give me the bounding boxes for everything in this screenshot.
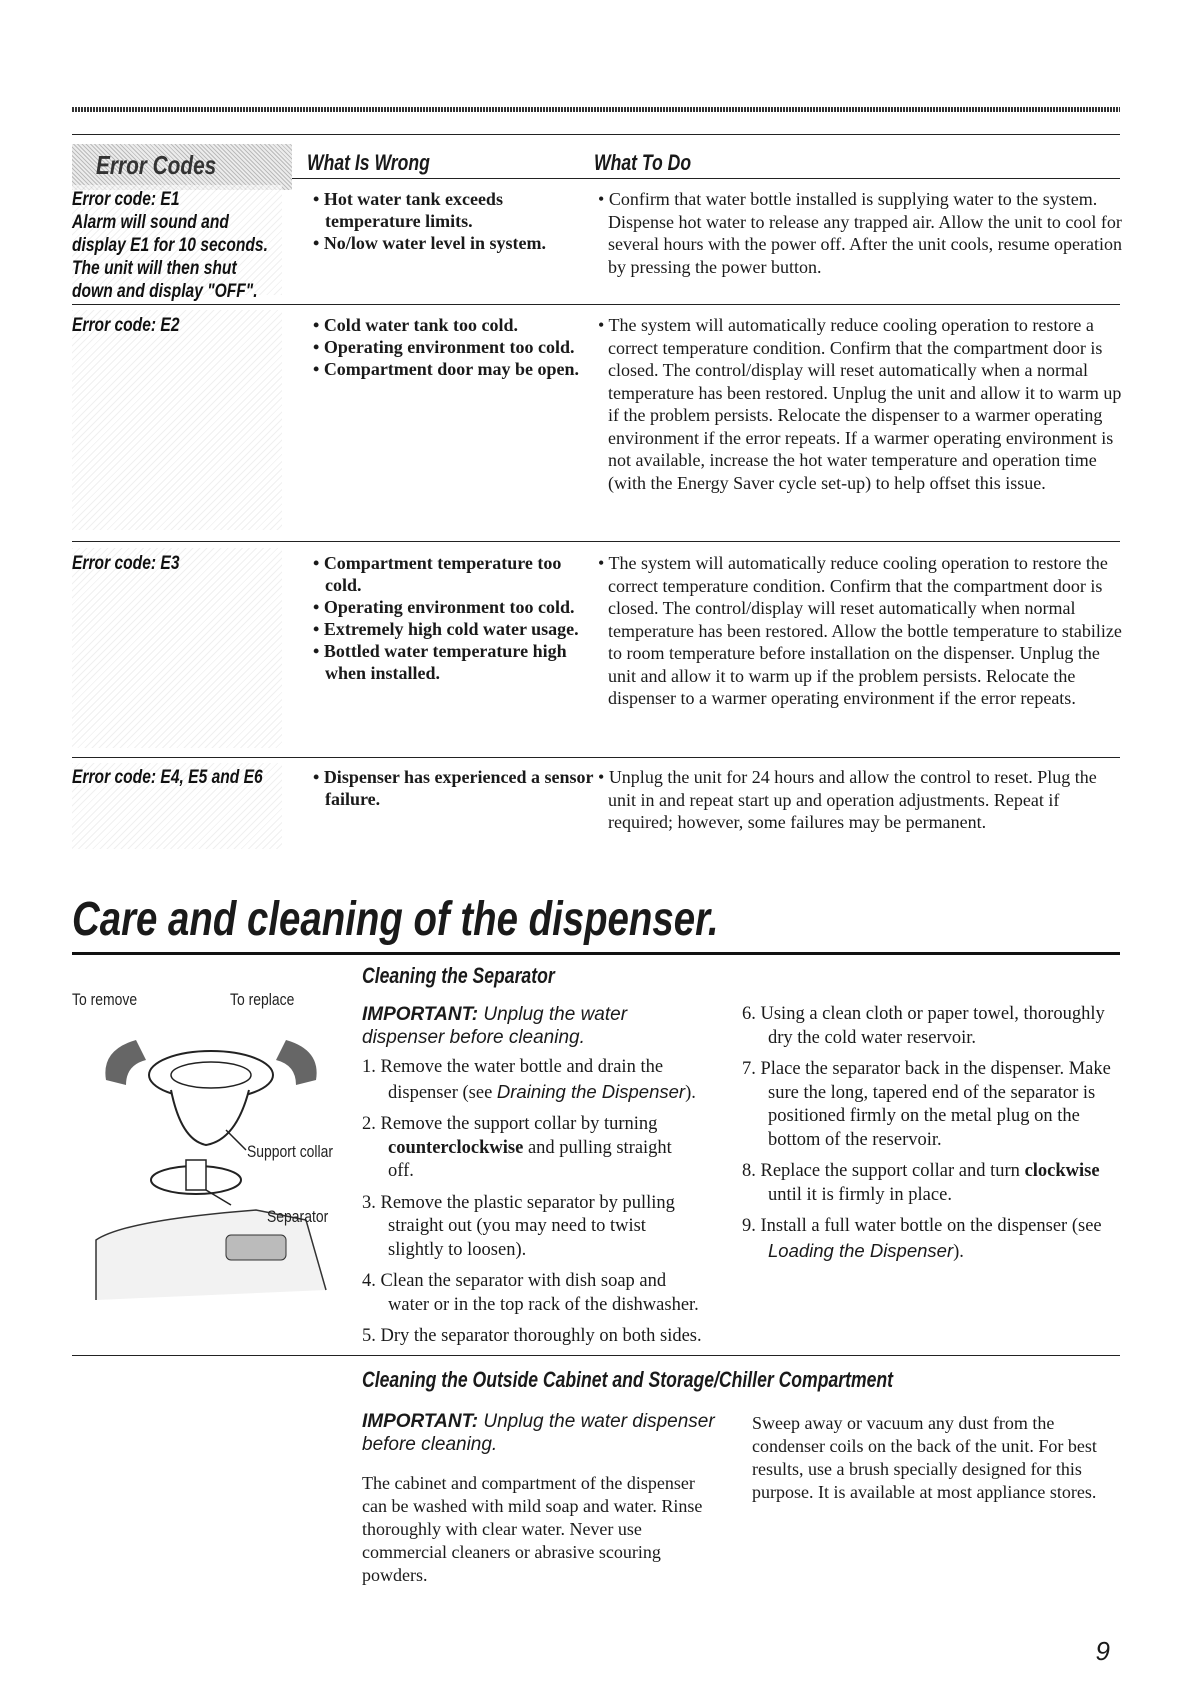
list-item: • Hot water tank exceeds temperature limits. <box>313 189 503 231</box>
list-item: • Operating environment too cold. <box>313 337 575 357</box>
row-shade <box>72 548 282 748</box>
control-panel-shape <box>226 1235 286 1260</box>
error-codes-tab-label: Error Codes <box>96 150 217 180</box>
separator-heading: Cleaning the Separator <box>362 963 555 988</box>
list-item: 3. Remove the plastic separator by pulling straight out (you may need to twist slightly to loosen). <box>362 1192 675 1260</box>
list-item: • Operating environment too cold. <box>313 597 575 617</box>
todo-e1: • Confirm that water bottle installed is supplying water to the system. Dispense hot water to release any trapped air. Allow the unit to cool for several hours with the power off. After the unit cools, resume operation by pressing the power button. <box>598 189 1123 277</box>
todo-e3: • The system will automatically reduce cooling operation to restore the correct temperature condition. Confirm that the compartment door is closed. The control/display will reset automatically when normal temperature has been restored. Allow the bottle temperature to stabilize to room temperature before installation on the dispenser. Unplug the unit and allow it to warm up if the problem persists. Relocate the dispenser to a warmer operating environment if the error repeats. <box>598 553 1122 708</box>
wrong-list-e4 <box>307 766 597 810</box>
error-code-e4-e6: Error code: E4, E5 and E6 <box>72 766 263 788</box>
separator-steps-right <box>742 1003 1112 1272</box>
list-item: 7. Place the separator back in the dispenser. Make sure the long, tapered end of the separator is positioned firmly on the metal plug on the bottom of the reservoir. <box>742 1059 1111 1150</box>
list-item: 4. Clean the separator with dish soap and water or in the top rack of the dishwasher. <box>362 1271 699 1315</box>
separator-steps-left <box>362 1056 702 1357</box>
cabinet-para-1: The cabinet and compartment of the dispenser can be washed with mild soap and water. Rinse thoroughly with clear water. Never use commercial cleaners or abrasive scouring powders. <box>362 1473 703 1585</box>
header-rule <box>292 178 1120 179</box>
label-support-collar: Support collar <box>247 1142 334 1161</box>
top-dotted-rule <box>72 107 1120 112</box>
list-item: • Cold water tank too cold. <box>313 315 518 335</box>
list-item: 5. Dry the separator thoroughly on both sides. <box>362 1326 702 1346</box>
list-item: 1. Remove the water bottle and drain the dispenser (see Draining the Dispenser). <box>362 1057 696 1103</box>
label-to-replace: To replace <box>230 990 295 1009</box>
cabinet-heading: Cleaning the Outside Cabinet and Storage/Chiller Compartment <box>362 1367 893 1392</box>
cabinet-important: IMPORTANT: Unplug the water dispenser before cleaning. <box>362 1411 715 1455</box>
dispenser-illustration <box>86 1020 336 1320</box>
rotate-left-arrow-icon <box>105 1040 146 1085</box>
list-item: 9. Install a full water bottle on the dispenser (see Loading the Dispenser). <box>742 1216 1102 1262</box>
row-rule <box>72 304 1120 305</box>
list-item: • Compartment temperature too cold. <box>313 553 562 595</box>
title-rule <box>72 952 1120 955</box>
label-separator: Separator <box>267 1207 329 1226</box>
list-item: 6. Using a clean cloth or paper towel, thoroughly dry the cold water reservoir. <box>742 1004 1105 1048</box>
col-header-todo: What To Do <box>594 150 692 175</box>
section-rule <box>72 1355 1120 1356</box>
list-item: 2. Remove the support collar by turning counterclockwise and pulling straight off. <box>362 1114 672 1181</box>
separator-important: IMPORTANT: Unplug the water dispenser before cleaning. <box>362 1004 628 1048</box>
error-code-e3: Error code: E3 <box>72 552 180 574</box>
col-header-wrong: What Is Wrong <box>307 150 430 175</box>
list-item: • Bottled water temperature high when installed. <box>313 641 567 683</box>
error-code-e1: Error code: E1 Alarm will sound and display E1 for 10 seconds. The unit will then shut down and display "OFF". <box>72 188 268 302</box>
error-codes-tab <box>72 144 292 190</box>
row-rule <box>72 757 1120 758</box>
label-to-remove: To remove <box>72 990 138 1009</box>
todo-e2: • The system will automatically reduce cooling operation to restore a correct temperature condition. Confirm that the compartment door is closed. The control/display will reset automatically when a normal temperature has been restored. Unplug the unit and allow it to warm up if the problem persists. Relocate the dispenser to a warmer operating environment if the error repeats. If a warmer operating environment is not available, increase the hot water temperature and operation time (with the Energy Saver cycle set-up) to help offset this issue. <box>598 315 1122 493</box>
list-item: • Compartment door may be open. <box>313 359 579 379</box>
error-code-e2: Error code: E2 <box>72 314 180 336</box>
list-item: • Extremely high cold water usage. <box>313 619 579 639</box>
list-item: • Dispenser has experienced a sensor failure. <box>313 767 594 809</box>
wrong-list-e3 <box>307 552 597 684</box>
cabinet-para-2: Sweep away or vacuum any dust from the condenser coils on the back of the unit. For best results, use a brush specially designed for this purpose. It is available at most appliance stores. <box>752 1413 1097 1502</box>
list-item: 8. Replace the support collar and turn clockwise until it is firmly in place. <box>742 1161 1100 1205</box>
todo-e4: • Unplug the unit for 24 hours and allow the control to reset. Plug the unit in and repeat start up and operation adjustments. Repeat if required; however, some failures may be permanent. <box>598 767 1097 832</box>
wrong-list-e2 <box>307 314 597 380</box>
page-number: 9 <box>1095 1636 1110 1666</box>
wrong-list-e1 <box>307 188 597 254</box>
row-shade <box>72 310 282 530</box>
row-rule <box>72 541 1120 542</box>
page-title: Care and cleaning of the dispenser. <box>72 893 719 946</box>
rotate-right-arrow-icon <box>276 1040 317 1085</box>
list-item: • No/low water level in system. <box>313 233 546 253</box>
table-top-rule <box>72 134 1120 135</box>
